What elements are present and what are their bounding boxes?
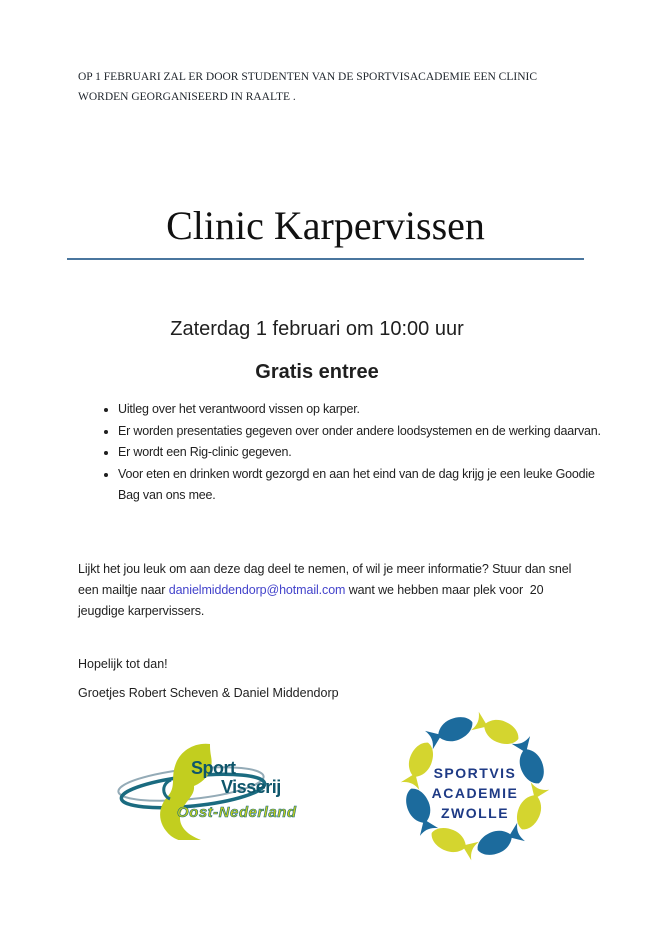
title-block [67,201,584,260]
free-entry-heading: Gratis entree [255,361,379,383]
sportvisserij-oost-nederland-logo [115,740,305,840]
program-bullet-list [100,399,618,507]
academie-logo-line3: ZWOLLE [440,805,510,821]
cta-text-before: Lijkt het jou leuk om aan deze dag deel te nemen, of wil je meer informatie? Stuur dan snel een mailtje naar [78,561,575,597]
sportvis-academie-zwolle-logo [393,702,558,870]
fish-icon [400,738,438,790]
cta-paragraph [78,559,590,622]
email-link[interactable]: danielmiddendorp@hotmail.com [168,582,346,597]
fish-icon [425,712,477,750]
signature-text: Groetjes Robert Scheven & Daniel Middendorp [78,685,339,700]
closing-text: Hopelijk tot dan! [78,656,168,671]
cta-text-after: want we hebben maar plek voor 20 jeugdige karpervissers. [78,582,547,618]
logo-word-visserij: Visserij [221,777,281,797]
bullet-item: • Voor eten en drinken wordt gezorgd en aan het eind van de dag krijg je een leuke Goodie Bag van ons mee. [118,464,618,507]
bullet-item: • Uitleg over het verantwoord vissen op karper. [118,399,618,421]
academie-logo-line1: SPORTVIS [433,765,517,781]
intro-text: OP 1 FEBRUARI ZAL ER DOOR STUDENTEN VAN DE SPORTVISACADEMIE EEN CLINIC WORDEN GEORGANISEERD IN RAALTE . [78,70,538,103]
fish-icon [473,822,525,860]
fish-icon [427,823,479,861]
date-heading: Zaterdag 1 februari om 10:00 uur [170,318,464,340]
academie-logo-line2: ACADEMIE [431,785,519,801]
page-title: Clinic Karpervissen [166,203,485,248]
fish-icon [511,736,549,788]
fish-icon [471,711,523,749]
logo-word-sport: Sport [191,758,236,778]
bullet-item: • Er wordt een Rig-clinic gegeven. [118,442,618,464]
bullet-item: • Er worden presentaties gegeven over onder andere loodsystemen en de werking daarvan. [118,421,618,443]
logo-region-text: Oost-Nederland [177,804,297,821]
logo-row [0,700,670,948]
